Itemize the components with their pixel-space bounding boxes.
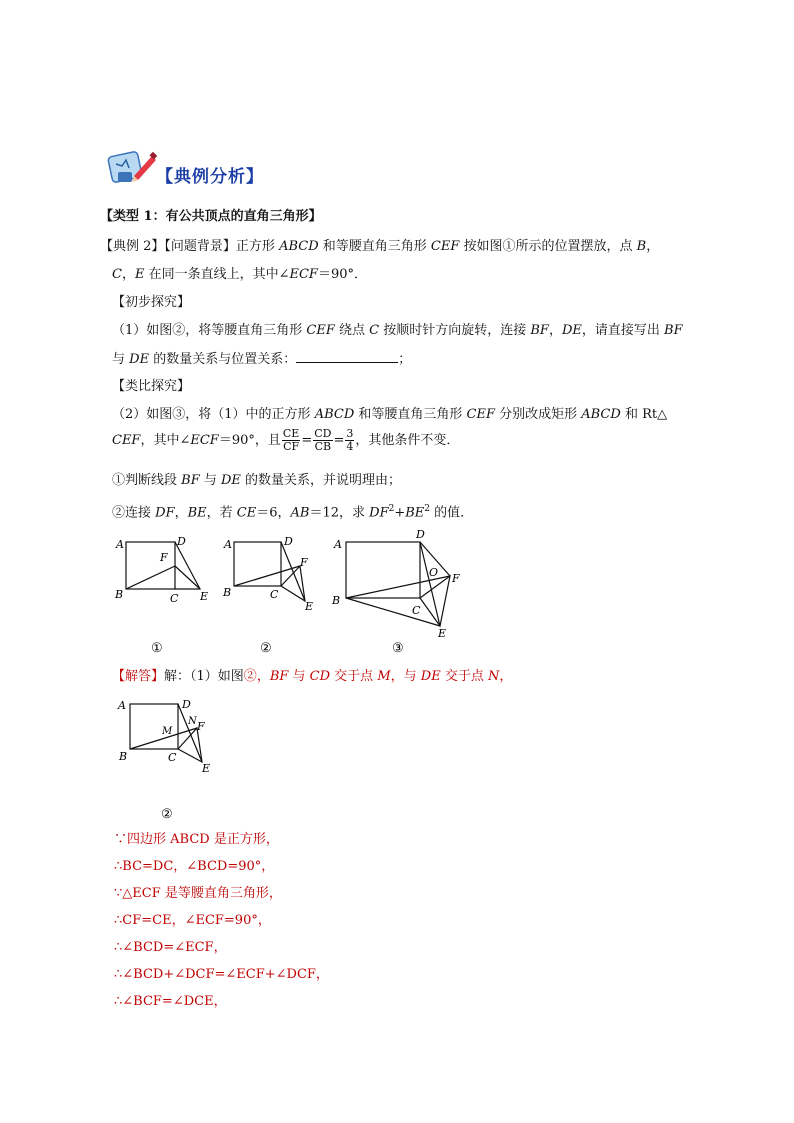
equals: =	[333, 433, 345, 448]
var: CEF	[430, 239, 460, 254]
text: 与	[112, 352, 130, 367]
text: ，	[121, 267, 135, 282]
solution-figure-caption: ②	[161, 807, 173, 822]
figure-1-caption: ①	[151, 641, 163, 656]
var: ABCD	[279, 239, 319, 254]
var: C	[369, 323, 380, 338]
figure-3-caption: ③	[392, 641, 404, 656]
fig2-label-b: B	[223, 586, 232, 599]
var: BF	[530, 323, 549, 338]
fig3-label-b: B	[332, 594, 341, 607]
var: ABCD	[581, 407, 621, 422]
figures-row	[100, 526, 500, 666]
text: ，	[256, 669, 270, 684]
var: CEF	[466, 407, 495, 422]
numerator: CD	[314, 427, 332, 440]
solution-step-2: ∴BC=DC，∠BCD=90°，	[114, 859, 275, 874]
text: +	[394, 505, 406, 521]
var: BE	[187, 505, 207, 521]
question-1-line-1	[112, 322, 683, 340]
text: ，	[548, 323, 562, 338]
triangle-cef	[175, 542, 200, 589]
question-2-part-1	[112, 472, 401, 490]
sol-label-e: E	[202, 762, 211, 775]
fig3-label-o: O	[429, 566, 439, 579]
text: ，其他条件不变．	[355, 433, 460, 448]
fig3-label-e: E	[438, 627, 447, 640]
equals: =	[301, 433, 313, 448]
var: C	[112, 267, 122, 282]
numerator: CE	[282, 427, 300, 440]
text: ，若	[206, 505, 237, 521]
var: CD	[309, 669, 331, 684]
text: ＝6，	[256, 505, 291, 521]
var: ECF	[289, 267, 318, 282]
var: CEF	[306, 323, 335, 338]
fraction-cd-cb	[313, 428, 332, 453]
fraction-3-4	[345, 428, 354, 453]
text: 和等腰直角三角形	[318, 239, 431, 254]
figure-3	[346, 542, 450, 626]
text: （2）如图③，将（1）中的正方形	[112, 407, 315, 422]
answer-blank[interactable]	[296, 350, 398, 363]
question-2-line-1	[112, 406, 667, 424]
var: DF	[369, 505, 389, 521]
background-label: 【问题背景】	[164, 239, 236, 254]
var: BF	[664, 323, 683, 338]
triangle-cef	[420, 576, 450, 626]
text: 与	[199, 473, 221, 488]
var: E	[134, 267, 145, 282]
var: CE	[236, 505, 257, 521]
fig1-label-c: C	[170, 592, 179, 605]
fig3-label-a: A	[334, 538, 342, 551]
solution-step-7: ∴∠BCF=∠DCE，	[114, 994, 227, 1009]
var: ABCD	[314, 407, 355, 422]
text: ，请直接写出	[581, 323, 665, 338]
text: 绕点	[334, 323, 370, 338]
fig2-label-d: D	[284, 535, 293, 548]
fig2-label-a: A	[224, 538, 232, 551]
fig2-label-c: C	[270, 588, 279, 601]
var: ECF	[190, 433, 219, 448]
text: ＝90°，且	[218, 433, 281, 448]
section-heading: 【类型 1：有公共顶点的直角三角形】	[100, 209, 322, 224]
problem-line-1	[100, 238, 659, 256]
denominator: 4	[346, 440, 354, 453]
denominator: CB	[314, 440, 332, 453]
var: CEF	[112, 433, 141, 448]
text: ＝90°．	[317, 267, 368, 282]
var: M	[377, 669, 391, 684]
text: ，	[499, 669, 513, 684]
analogy-label: 【类比探究】	[112, 379, 191, 394]
fig3-label-c: C	[412, 604, 421, 617]
fig1-label-f: F	[160, 551, 168, 564]
text: 解：（1）如图	[164, 669, 244, 684]
fig2-label-f: F	[300, 556, 308, 569]
solution-step-5: ∴∠BCD=∠ECF，	[114, 940, 227, 955]
solution-step-4: ∴CF=CE，∠ECF=90°，	[114, 913, 271, 928]
fig1-label-e: E	[200, 590, 209, 603]
var: AB	[290, 505, 310, 521]
text: 交于点	[330, 669, 378, 684]
header-title: 【典例分析】	[156, 167, 264, 187]
text: ，	[646, 239, 660, 254]
header-icon	[104, 146, 160, 192]
text: 的数量关系与位置关系：	[149, 352, 297, 367]
initial-label: 【初步探究】	[112, 295, 191, 310]
figure-2-caption: ②	[260, 641, 272, 656]
square-abcd	[126, 542, 175, 589]
problem-line-2	[112, 266, 367, 284]
question-1-line-2	[112, 350, 411, 369]
solution-step-1: ∵四边形 ABCD 是正方形，	[114, 832, 279, 847]
example-label: 【典例 2】	[100, 239, 165, 254]
fig1-label-b: B	[115, 588, 124, 601]
text: 与	[288, 669, 310, 684]
text: 分别改成矩形	[494, 407, 582, 422]
superscript: 2	[424, 504, 431, 514]
fig1-label-d: D	[177, 535, 186, 548]
text: ①判断线段	[112, 473, 182, 488]
figure-ref: ②	[243, 669, 257, 684]
sol-label-b: B	[119, 750, 128, 763]
text: ；	[398, 352, 412, 367]
text: ②连接	[112, 505, 156, 521]
sol-label-f: F	[197, 720, 205, 733]
sol-label-d: D	[182, 698, 191, 711]
text: 交于点	[440, 669, 488, 684]
text: 和 Rt△	[620, 407, 668, 422]
solution-step-3: ∵△ECF 是等腰直角三角形，	[114, 886, 282, 901]
var: DE	[220, 473, 241, 488]
solution-intro	[112, 668, 512, 686]
superscript: 2	[388, 504, 395, 514]
var: DE	[129, 352, 150, 367]
text: ，	[174, 505, 188, 521]
question-2-part-2	[112, 500, 473, 522]
var: BE	[405, 505, 425, 521]
text: 的值．	[430, 505, 474, 521]
sol-label-n: N	[188, 716, 197, 727]
var: BF	[269, 669, 289, 684]
var: DF	[155, 505, 175, 521]
text: 在同一条直线上，其中∠	[144, 267, 290, 282]
sol-label-m: M	[162, 726, 173, 737]
sol-label-a: A	[118, 699, 126, 712]
var: BF	[181, 473, 200, 488]
figure-1	[126, 542, 200, 589]
text: ，与	[390, 669, 421, 684]
text: ，其中∠	[140, 433, 191, 448]
question-2-line-2	[112, 428, 459, 453]
text: （1）如图②，将等腰直角三角形	[112, 323, 307, 338]
fig3-label-f: F	[452, 572, 460, 585]
text: 正方形	[235, 239, 280, 254]
text: 的数量关系，并说明理由；	[240, 473, 402, 488]
fraction-ce-cf	[282, 428, 300, 453]
fig3-label-d: D	[416, 528, 425, 541]
var: DE	[561, 323, 582, 338]
numerator: 3	[346, 427, 354, 440]
solution-figure	[110, 692, 230, 822]
text: ＝12，求	[309, 505, 370, 521]
sol-label-c: C	[168, 751, 177, 764]
solution-label: 【解答】	[112, 669, 165, 684]
var: N	[487, 669, 500, 684]
fig2-label-e: E	[305, 600, 314, 613]
denominator: CF	[283, 440, 300, 453]
text: 按如图①所示的位置摆放，点	[459, 239, 637, 254]
var: DE	[420, 669, 441, 684]
solution-step-6: ∴∠BCD+∠DCF=∠ECF+∠DCF，	[114, 967, 329, 982]
text: 和等腰直角三角形	[354, 407, 467, 422]
text: 按顺时针方向旋转，连接	[379, 323, 531, 338]
fig1-label-a: A	[116, 538, 124, 551]
var: B	[636, 239, 647, 254]
